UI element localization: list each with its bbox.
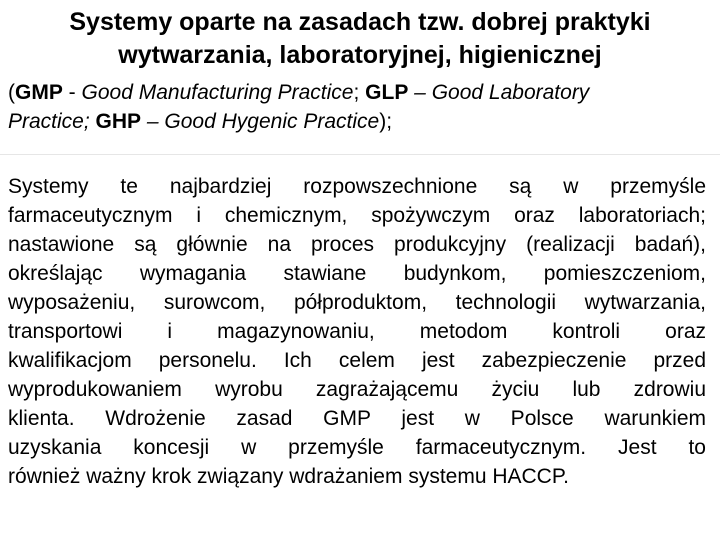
body-line: uzyskania koncesji w przemyśle farmaceutycznym. Jest to: [8, 436, 706, 459]
separator-1: ;: [353, 81, 366, 104]
gmp-full: Good Manufacturing Practice: [81, 81, 354, 104]
ghp-full: Good Hygenic Practice: [164, 110, 380, 133]
body-line: Systemy te najbardziej rozpowszechnione są w przemyśle: [8, 175, 706, 198]
body-line: wyprodukowaniem wyrobu zagrażającemu życiu lub zdrowiu: [8, 378, 706, 401]
glp-full-b: Practice;: [8, 110, 90, 133]
body-line: kwalifikacjom personelu. Ich celem jest zabezpieczenie przed: [8, 349, 706, 372]
glp-full-a: Good Laboratory: [431, 81, 590, 104]
body-line-last: również ważny krok związany wdrażaniem systemu HACCP.: [8, 465, 569, 488]
gmp-abbr: GMP: [15, 81, 63, 104]
slide-title: [20, 6, 700, 72]
acronyms-definition: [8, 78, 708, 136]
body-line: klienta. Wdrożenie zasad GMP jest w Polsce warunkiem: [8, 407, 706, 430]
body-line: wyposażeniu, surowcom, półproduktom, technologii wytwarzania,: [8, 291, 706, 314]
body-line: farmaceutycznym i chemicznym, spożywczym oraz laboratoriach;: [8, 204, 706, 227]
body-line: transportowi i magazynowaniu, metodom kontroli oraz: [8, 320, 706, 343]
divider: [0, 154, 720, 155]
body-paragraph: [8, 172, 706, 491]
title-line-1: Systemy oparte na zasadach tzw. dobrej praktyki: [69, 8, 651, 36]
body-line: nastawione są głównie na proces produkcyjny (realizacji badań),: [8, 233, 706, 256]
body-line: określając wymagania stawiane budynkom, pomieszczeniom,: [8, 262, 706, 285]
title-line-2: wytwarzania, laboratoryjnej, higienicznej: [118, 41, 602, 69]
close-paren: );: [379, 110, 393, 133]
ghp-separator: –: [141, 110, 165, 133]
gmp-separator: -: [62, 81, 82, 104]
glp-abbr: GLP: [365, 81, 409, 104]
glp-separator: –: [408, 81, 432, 104]
ghp-abbr: GHP: [95, 110, 142, 133]
open-paren: (: [8, 81, 15, 104]
